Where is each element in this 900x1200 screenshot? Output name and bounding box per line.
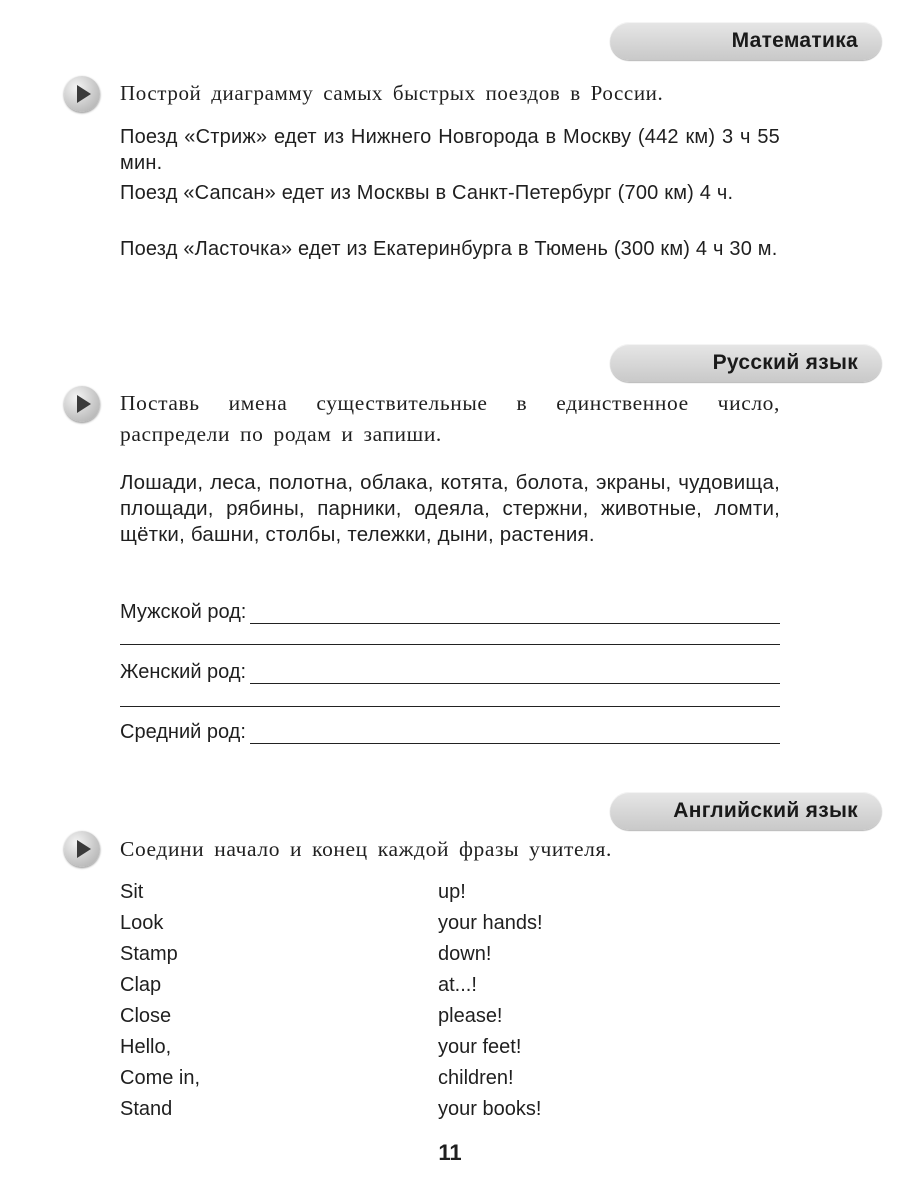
phrase-start: Sit	[120, 881, 144, 903]
train-item-3: Поезд «Ласточка» едет из Екатеринбурга в Тюмень (300 км) 4 ч 30 м.	[120, 238, 778, 260]
phrase-ending: children!	[438, 1067, 514, 1089]
phrase-start: Stamp	[120, 943, 178, 965]
masculine-label: Мужской род:	[120, 601, 247, 623]
neuter-label: Средний род:	[120, 721, 246, 743]
feminine-answer-line	[250, 665, 780, 684]
section-header-english: Английский язык	[610, 792, 882, 830]
phrase-ending: your feet!	[438, 1036, 522, 1058]
russian-word-list: Лошади, леса, полотна, облака, котята, болота, экраны, чудовища, площади, рябины, парники, одеяла, стержни, животные, ломти, щётки, башни, столбы, тележки, дыни, растения.	[120, 471, 780, 546]
phrase-ending: up!	[438, 881, 466, 903]
feminine-answer-row	[120, 658, 780, 684]
phrase-start: Come in,	[120, 1067, 201, 1089]
english-task-title: Соедини начало и конец каждой фразы учителя.	[120, 837, 612, 861]
phrase-start: Stand	[120, 1098, 173, 1120]
play-arrow-icon	[64, 386, 100, 422]
phrase-start: Hello,	[120, 1036, 172, 1058]
neuter-answer-line	[250, 725, 780, 744]
russian-task-title: Поставь имена существительные в единственное число, распредели по родам и запиши.	[120, 391, 780, 446]
section-header-russian: Русский язык	[610, 344, 882, 382]
masculine-answer-line	[250, 605, 780, 624]
phrase-start: Close	[120, 1005, 172, 1027]
phrase-start: Look	[120, 912, 164, 934]
phrase-ending: down!	[438, 943, 492, 965]
play-arrow-icon	[64, 76, 100, 112]
neuter-answer-row	[120, 718, 780, 744]
phrase-ending: your books!	[438, 1098, 542, 1120]
answer-line	[120, 644, 780, 645]
phrase-ending: your hands!	[438, 912, 543, 934]
section-header-math: Математика	[610, 22, 882, 60]
phrase-ending: at...!	[438, 974, 477, 996]
masculine-answer-row	[120, 598, 780, 624]
page-number: 11	[438, 1140, 462, 1165]
train-item-2: Поезд «Сапсан» едет из Москвы в Санкт-Петербург (700 км) 4 ч.	[120, 182, 734, 204]
play-arrow-icon	[64, 831, 100, 867]
feminine-label: Женский род:	[120, 661, 247, 683]
math-task-title: Построй диаграмму самых быстрых поездов в России.	[120, 81, 664, 105]
phrase-ending: please!	[438, 1005, 503, 1027]
phrase-start: Clap	[120, 974, 162, 996]
train-item-1: Поезд «Стриж» едет из Нижнего Новгорода в Москву (442 км) 3 ч 55 мин.	[120, 126, 780, 174]
answer-line	[120, 706, 780, 707]
